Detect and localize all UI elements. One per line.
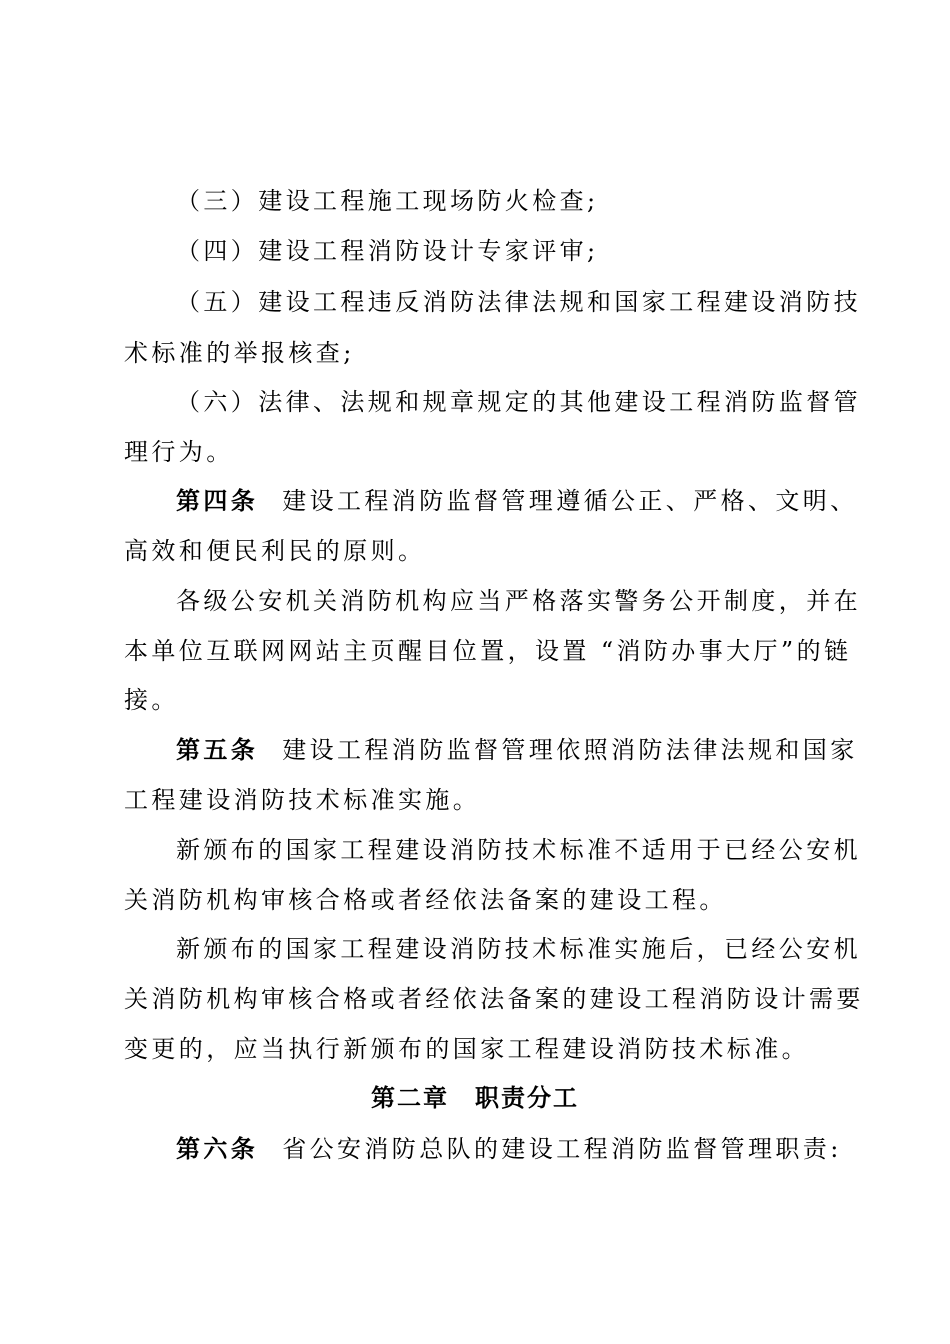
item-6-line-1: （六）法律、法规和规章规定的其他建设工程消防监督管 xyxy=(176,388,861,416)
item-6-line-2: 理行为。 xyxy=(124,438,234,466)
article-4-line-2: 高效和便民利民的原则。 xyxy=(124,537,426,565)
article-5-line-2: 工程建设消防技术标准实施。 xyxy=(124,786,481,814)
item-4: （四）建设工程消防设计专家评审; xyxy=(176,237,599,265)
article-4-text: 建设工程消防监督管理遵循公正、严格、文明、 xyxy=(282,487,858,515)
article-5-para-2-line-1: 新颁布的国家工程建设消防技术标准不适用于已经公安机 xyxy=(176,836,861,864)
item-5-line-2: 术标准的举报核查; xyxy=(124,339,355,367)
item-5-line-1: （五）建设工程违反消防法律法规和国家工程建设消防技 xyxy=(176,288,861,316)
article-4-para-2-line-2: 本单位互联网网站主页醒目位置，设置 “消防办事大厅”的链 xyxy=(124,637,852,665)
article-5-text: 建设工程消防监督管理依照消防法律法规和国家 xyxy=(282,736,858,764)
item-3: （三）建设工程施工现场防火检查; xyxy=(176,187,599,215)
article-6-text: 省公安消防总队的建设工程消防监督管理职责: xyxy=(282,1135,842,1163)
article-4-para-2-line-3: 接。 xyxy=(124,686,179,714)
article-5-para-3-line-2: 关消防机构审核合格或者经依法备案的建设工程消防设计需要 xyxy=(124,985,864,1013)
article-6-line-1 xyxy=(176,1132,842,1166)
article-4-heading: 第四条 xyxy=(176,487,259,515)
article-6-heading: 第六条 xyxy=(176,1135,259,1163)
article-5-heading: 第五条 xyxy=(176,736,259,764)
article-5-para-2-line-2: 关消防机构审核合格或者经依法备案的建设工程。 xyxy=(124,886,727,914)
chapter-heading: 第二章 职责分工 xyxy=(371,1084,579,1112)
article-4-line-1 xyxy=(176,484,858,518)
article-5-para-3-line-1: 新颁布的国家工程建设消防技术标准实施后，已经公安机 xyxy=(176,935,861,963)
article-5-line-1 xyxy=(176,733,858,767)
article-5-para-3-line-3: 变更的，应当执行新颁布的国家工程建设消防技术标准。 xyxy=(124,1035,809,1063)
article-4-para-2-line-1: 各级公安机关消防机构应当严格落实警务公开制度，并在 xyxy=(176,587,861,615)
